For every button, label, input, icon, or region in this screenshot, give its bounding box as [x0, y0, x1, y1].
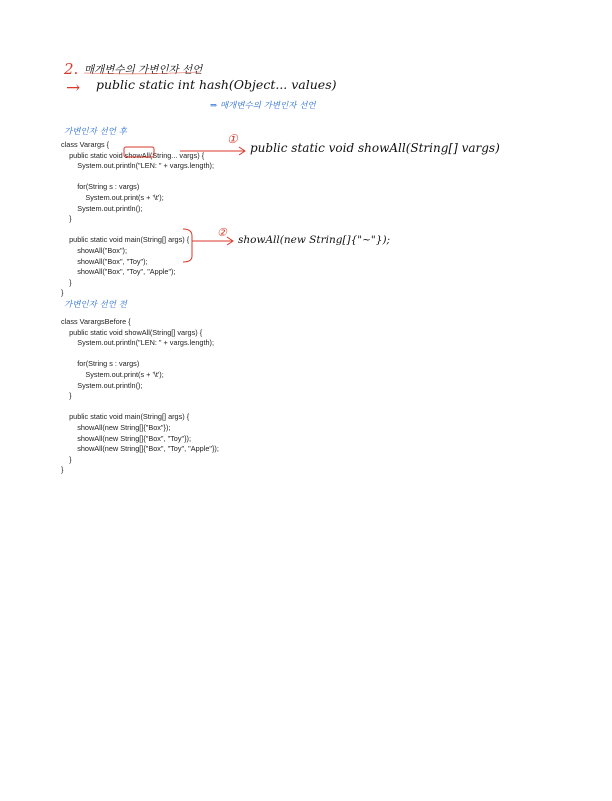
code-line: } — [61, 454, 72, 464]
code-line — [61, 349, 219, 360]
code-block-before — [61, 317, 219, 476]
section-title-before: 가변인자 선언 전 — [64, 300, 127, 310]
code-line: } — [61, 465, 64, 475]
code-line: public static void showAll(String[] vargs) { — [61, 327, 203, 337]
code-line: } — [61, 391, 72, 401]
code-line: System.out.println(); — [61, 380, 143, 390]
code-line: public static void main(String[] args) { — [61, 235, 190, 245]
code-line: System.out.println("LEN: " + vargs.length); — [61, 161, 215, 171]
code-line: showAll(new String[]{"Box", "Toy"}); — [61, 433, 191, 443]
code-line: System.out.print(s + '\t'); — [61, 369, 164, 379]
code-line: } — [61, 277, 72, 287]
annotation-note-2: showAll(new String[]{"~"}); — [238, 234, 391, 246]
code-line: showAll(new String[]{"Box", "Toy", "Apple"}); — [61, 444, 219, 454]
code-line: System.out.println(); — [61, 203, 143, 213]
code-block-after — [61, 140, 214, 299]
code-line: System.out.println("LEN: " + vargs.length); — [61, 338, 215, 348]
code-line: class VarargsBefore { — [61, 317, 131, 326]
code-line — [61, 172, 214, 183]
code-line: showAll("Box", "Toy", "Apple"); — [61, 267, 176, 277]
code-line: System.out.print(s + '\t'); — [61, 192, 164, 202]
code-line: showAll("Box"); — [61, 245, 128, 255]
annotation-note-1: public static void showAll(String[] vargs) — [250, 141, 500, 155]
annotation-marker-1: ① — [227, 132, 238, 146]
code-line: public static void showAll(String... vargs) { — [61, 150, 205, 160]
code-line: showAll(new String[]{"Box"}); — [61, 422, 171, 432]
vararg-declaration-note: ⇒ 매개변수의 가변인자 선언 — [210, 101, 316, 111]
section-title-after: 가변인자 선언 후 — [64, 127, 127, 137]
heading-arrow-icon: → — [66, 78, 81, 98]
code-line: showAll("Box", "Toy"); — [61, 256, 148, 266]
code-line: for(String s : vargs) — [61, 182, 140, 192]
heading-text: 매개변수의 가변인자 선언 — [84, 64, 203, 76]
code-line — [61, 402, 219, 413]
hash-signature: public static int hash(Object... values) — [96, 77, 337, 92]
code-line: for(String s : vargs) — [61, 359, 140, 369]
code-line — [61, 225, 214, 236]
code-line: } — [61, 214, 72, 224]
code-line: public static void main(String[] args) { — [61, 412, 190, 422]
code-line: } — [61, 288, 64, 298]
code-line: class Varargs { — [61, 140, 110, 149]
annotation-marker-2: ② — [217, 226, 227, 239]
heading-number: 2. — [64, 60, 79, 78]
